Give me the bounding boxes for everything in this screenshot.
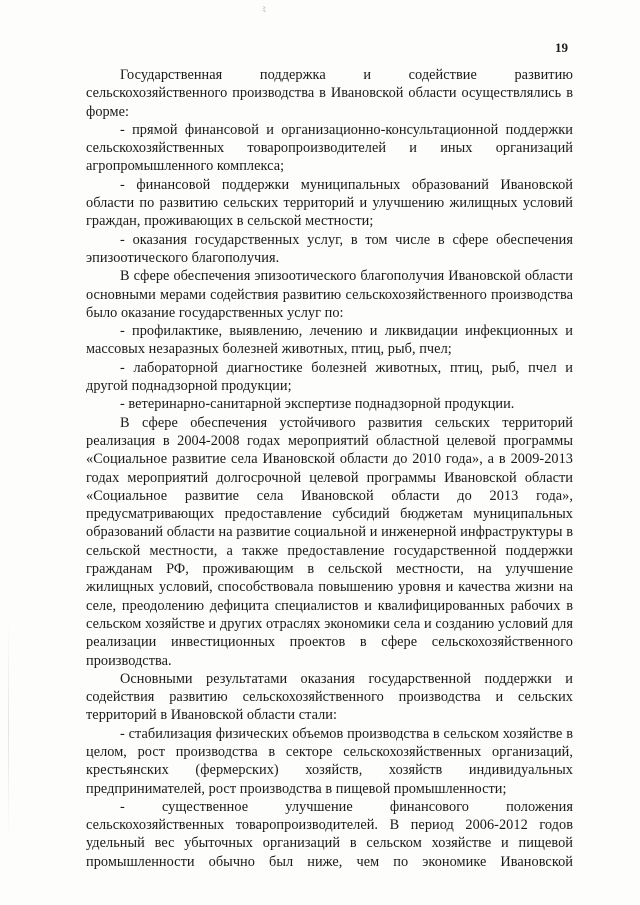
list-item-stabilization: - стабилизация физических объемов производства в сельском хозяйстве в целом, рост производства в секторе сельскохозяйственных организаций, крестьянских (фермерских) хозяйств, хозяйств индивидуальных предпринимателей, рост производства в пищевой промышленности;: [86, 725, 573, 797]
paragraph-intro: Государственная поддержка и содействие развитию сельскохозяйственного производства в Ивановской области осуществлялись в форме:: [86, 67, 573, 120]
list-item-direct-support: - прямой финансовой и организационно-консультационной поддержки сельскохозяйственных товаропроизводителей и иных организаций агропромышленного комплекса;: [86, 121, 573, 175]
scan-mark: ﾐ: [262, 5, 266, 14]
scan-edge-shadow: [8, 610, 9, 850]
paragraph-rural-development: В сфере обеспечения устойчивого развития сельских территорий реализация в 2004-2008 годах мероприятий областной целевой программы «Социальное развитие села Ивановской области до 2010 года», а в 2009-2013 годах мероприятий долгосрочной целевой программы Ивановской области «Социальное развитие села Ивановской области до 2013 года», предусматривающих предоставление субсидий бюджетам муниципальных образований области на развитие социальной и инженерной инфраструктуры в сельской местности, а также предоставление государственной поддержки гражданам РФ, проживающим в сельской местности, на улучшение жилищных условий, способствовала повышению уровня и качества жизни на селе, преодолению дефицита специалистов и квалифицированных рабочих в сельском хозяйстве и других отраслях экономики села и созданию условий для реализации инвестиционных проектов в сфере сельскохозяйственного производства.: [86, 414, 573, 669]
paragraph-epizootic: В сфере обеспечения эпизоотического благополучия Ивановской области основными мерами содействия развитию сельскохозяйственного производства было оказание государственных услуг по:: [86, 268, 573, 321]
paragraph-results: Основными результатами оказания государственной поддержки и содействия развитию сельскохозяйственного производства и сельских территорий в Ивановской области стали:: [86, 670, 573, 724]
list-item-expertise: - ветеринарно-санитарной экспертизе поднадзорной продукции.: [120, 396, 515, 413]
list-item-municipal-support: - финансовой поддержки муниципальных образований Ивановской области по развитию сельских территорий и улучшению жилищных условий граждан, проживающих в сельской местности;: [86, 176, 573, 230]
list-item-diagnostics: - лабораторной диагностике болезней животных, птиц, рыб, пчел и другой поднадзорной продукции;: [86, 359, 573, 395]
list-item-prevention: - профилактике, выявлению, лечению и ликвидации инфекционных и массовых незаразных болезней животных, птиц, рыб, пчел;: [86, 323, 573, 358]
body-text: [86, 66, 573, 871]
list-item-financial-improvement: - существенное улучшение финансового положения сельскохозяйственных товаропроизводителей. В период 2006-2012 годов удельный вес убыточных организаций в сельском хозяйстве и пищевой промышленности обычно был ниже, чем по экономике Ивановской: [86, 798, 573, 870]
list-item-state-services: - оказания государственных услуг, в том числе в сфере обеспечения эпизоотического благополучия.: [86, 231, 573, 266]
page-number: 19: [555, 40, 568, 55]
